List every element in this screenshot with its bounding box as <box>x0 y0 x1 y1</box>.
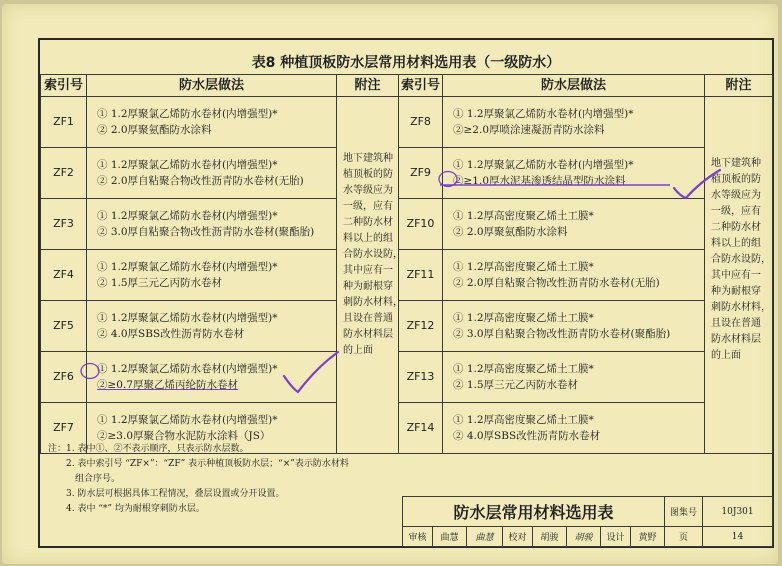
note-line: 且设在普通 <box>711 318 761 329</box>
index-code: ZF10 <box>399 199 443 250</box>
review-label: 审核 <box>403 527 433 547</box>
header-index-right: 索引号 <box>399 75 443 97</box>
method-line: ②≥2.0厚喷涂速凝沥青防水涂料 <box>453 124 605 136</box>
header-row <box>41 75 773 97</box>
index-code: ZF4 <box>41 250 87 301</box>
method-line: ① 1.2厚高密度聚乙烯土工膜* <box>453 210 594 222</box>
note-cell-left <box>337 97 403 454</box>
method-line: ① 1.2厚聚氯乙烯防水卷材(内增强型)* <box>453 159 634 171</box>
footnote-line: 4. 表中 “*” 均为耐根穿刺防水层。 <box>48 504 205 514</box>
table-row <box>41 352 773 403</box>
note-line: 一级，应有 <box>343 201 393 212</box>
method-line: ② 4.0厚SBS改性沥青防水卷材 <box>97 328 245 340</box>
method-cell <box>443 352 705 403</box>
atlas-label: 图集号 <box>665 497 703 527</box>
note-line: 的上面 <box>343 345 373 356</box>
method-cell <box>443 148 705 199</box>
method-cell <box>87 301 337 352</box>
index-code: ZF6 <box>41 352 87 403</box>
index-code: ZF14 <box>399 403 443 454</box>
method-cell <box>87 199 337 250</box>
table-row <box>41 301 773 352</box>
note-line: 的上面 <box>711 350 741 361</box>
method-line: ②≥0.7厚聚乙烯丙纶防水卷材 <box>97 379 238 391</box>
method-line: ① 1.2厚聚氯乙烯防水卷材(内增强型)* <box>97 261 278 273</box>
index-code: ZF12 <box>399 301 443 352</box>
note-line: 水等级应为 <box>343 185 393 196</box>
footnote-line: 3. 防水层可根据具体工程情况，叠层设置或分开设置。 <box>48 489 285 499</box>
note-line: 地下建筑种 <box>711 158 761 169</box>
table-row <box>41 199 773 250</box>
note-line: 料以上的组 <box>711 238 761 249</box>
sheet-name: 防水层常用材料选用表 <box>403 497 665 527</box>
table-title: 表8 种植顶板防水层常用材料选用表（一级防水） <box>251 55 561 71</box>
method-line: ② 3.0厚自粘聚合物改性沥青防水卷材(聚酯胎) <box>97 226 315 238</box>
method-line: ②≥3.0厚聚合物水泥防水涂料（JS） <box>97 430 271 442</box>
index-code: ZF5 <box>41 301 87 352</box>
note-line: 料以上的组 <box>343 233 393 244</box>
index-code: ZF13 <box>399 352 443 403</box>
note-line: 种为耐根穿 <box>343 281 393 292</box>
note-line: 植顶板的防 <box>343 169 393 180</box>
footnote-line: 注：1. 表中①、②不表示顺序，只表示防水层数。 <box>48 444 249 454</box>
materials-table <box>40 74 773 454</box>
table-row <box>41 97 773 148</box>
atlas-number: 10J301 <box>703 497 773 527</box>
note-line: 合防水设防， <box>343 249 403 260</box>
method-line: ②≥1.0厚水泥基渗透结晶型防水涂料 <box>453 175 626 187</box>
method-cell <box>443 301 705 352</box>
method-cell <box>87 250 337 301</box>
method-cell <box>443 199 705 250</box>
header-index: 索引号 <box>41 75 87 97</box>
note-line: 地下建筑种 <box>343 153 393 164</box>
note-line: 水等级应为 <box>711 190 761 201</box>
note-cell-right <box>705 97 773 454</box>
method-line: ② 1.5厚三元乙丙防水卷材 <box>97 277 223 289</box>
method-line: ① 1.2厚高密度聚乙烯土工膜* <box>453 261 594 273</box>
method-line: ① 1.2厚聚氯乙烯防水卷材(内增强型)* <box>97 108 278 120</box>
header-method: 防水层做法 <box>87 75 337 97</box>
method-line: ② 1.5厚三元乙丙防水卷材 <box>453 379 579 391</box>
index-code: ZF11 <box>399 250 443 301</box>
index-code: ZF3 <box>41 199 87 250</box>
method-line: ① 1.2厚聚氯乙烯防水卷材(内增强型)* <box>97 159 278 171</box>
method-line: ② 2.0厚聚氨酯防水涂料 <box>97 124 212 136</box>
method-line: ① 1.2厚聚氯乙烯防水卷材(内增强型)* <box>97 414 278 426</box>
method-line: ② 4.0厚SBS改性沥青防水卷材 <box>453 430 601 442</box>
method-cell <box>87 148 337 199</box>
reviewer-name: 曲慧 <box>433 527 467 547</box>
method-cell <box>87 352 337 403</box>
index-code: ZF2 <box>41 148 87 199</box>
footnotes <box>48 442 408 517</box>
method-cell <box>443 250 705 301</box>
header-note-right: 附注 <box>705 75 773 97</box>
page-number: 14 <box>703 527 773 547</box>
table-row <box>41 148 773 199</box>
method-line: ② 2.0厚自粘聚合物改性沥青防水卷材(无胎) <box>97 175 304 187</box>
checker-name: 胡骏 <box>533 527 567 547</box>
note-line: 防水材料层 <box>343 329 393 340</box>
note-line: 种为耐根穿 <box>711 286 761 297</box>
method-line: ① 1.2厚聚氯乙烯防水卷材(内增强型)* <box>97 363 278 375</box>
note-line: 刺防水材料， <box>711 302 771 313</box>
method-line: ② 2.0厚自粘聚合物改性沥青防水卷材(无胎) <box>453 277 660 289</box>
method-line: ② 3.0厚自粘聚合物改性沥青防水卷材(聚酯胎) <box>453 328 671 340</box>
note-line: 其中应有一 <box>711 270 761 281</box>
designer-name: 黄野 <box>631 527 665 547</box>
title-block <box>402 496 773 547</box>
note-line: 一级，应有 <box>711 206 761 217</box>
note-line: 二种防水材 <box>343 217 393 228</box>
method-cell <box>443 97 705 148</box>
note-line: 其中应有一 <box>343 265 393 276</box>
method-line: ① 1.2厚高密度聚乙烯土工膜* <box>453 414 594 426</box>
note-line: 植顶板的防 <box>711 174 761 185</box>
design-label: 设计 <box>601 527 631 547</box>
note-line: 刺防水材料， <box>343 297 403 308</box>
method-cell <box>443 403 705 454</box>
footnote-line: 2. 表中索引号 “ZF×”：“ZF” 表示种植顶板防水层；“×”表示防水材料 <box>48 459 349 469</box>
index-code: ZF1 <box>41 97 87 148</box>
reviewer-signature: 曲慧 <box>467 527 503 547</box>
table-frame <box>38 38 774 548</box>
table-row <box>41 250 773 301</box>
method-line: ① 1.2厚高密度聚乙烯土工膜* <box>453 363 594 375</box>
note-line: 二种防水材 <box>711 222 761 233</box>
method-line: ① 1.2厚聚氯乙烯防水卷材(内增强型)* <box>97 312 278 324</box>
check-label: 校对 <box>503 527 533 547</box>
method-line: ① 1.2厚高密度聚乙烯土工膜* <box>453 312 594 324</box>
method-line: ① 1.2厚聚氯乙烯防水卷材(内增强型)* <box>97 210 278 222</box>
note-line: 且设在普通 <box>343 313 393 324</box>
header-note: 附注 <box>337 75 399 97</box>
footnote-line: 组合序号。 <box>48 474 121 484</box>
header-method-right: 防水层做法 <box>443 75 705 97</box>
index-code: ZF7 <box>41 403 87 454</box>
index-code: ZF8 <box>399 97 443 148</box>
drawing-sheet <box>2 4 778 564</box>
index-code: ZF9 <box>399 148 443 199</box>
note-line: 合防水设防， <box>711 254 771 265</box>
page-label: 页 <box>665 527 703 547</box>
method-cell <box>87 97 337 148</box>
method-line: ② 2.0厚聚氨酯防水涂料 <box>453 226 568 238</box>
checker-signature: 胡骏 <box>567 527 601 547</box>
method-line: ① 1.2厚聚氯乙烯防水卷材(内增强型)* <box>453 108 634 120</box>
note-line: 防水材料层 <box>711 334 761 345</box>
